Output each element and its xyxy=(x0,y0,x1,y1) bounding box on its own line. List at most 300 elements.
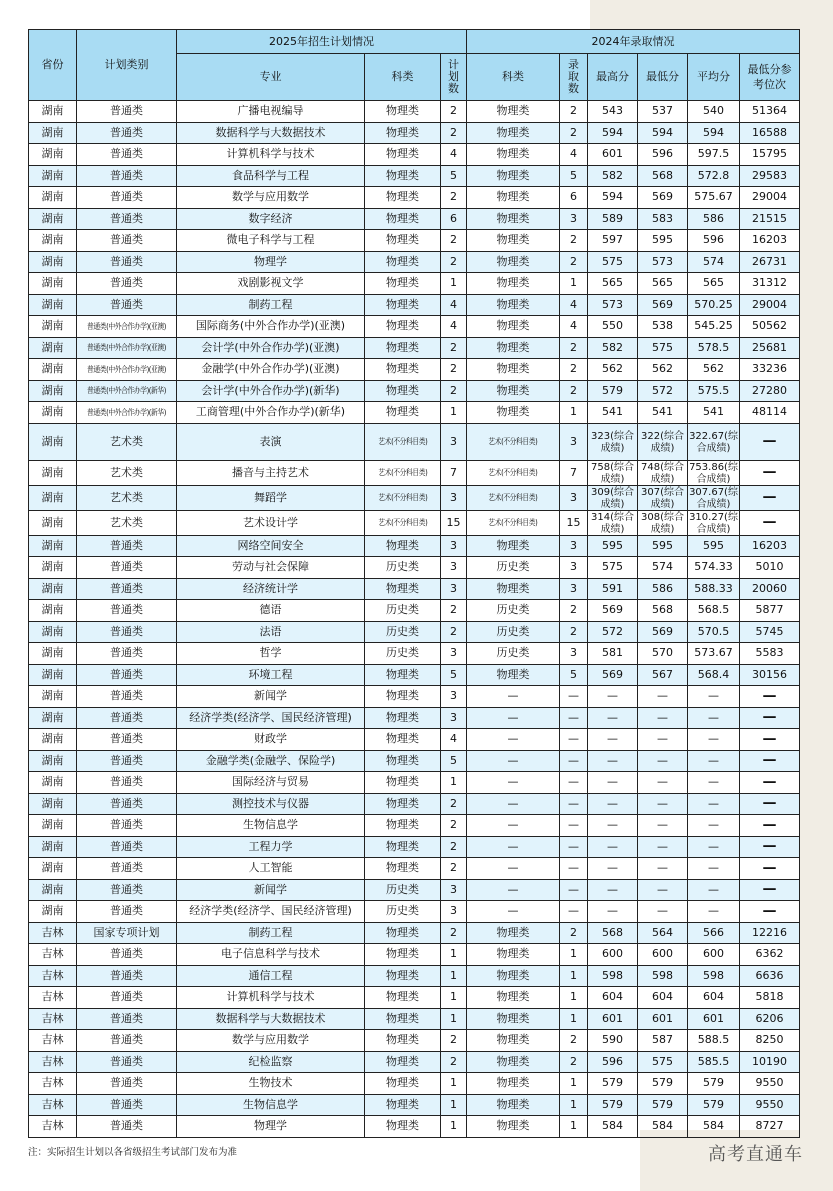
cell-avg-score: 586 xyxy=(688,208,740,230)
cell-subject: 物理类 xyxy=(365,144,441,166)
cell-plan-count: 1 xyxy=(441,1073,467,1095)
cell-subject: 物理类 xyxy=(365,578,441,600)
cell-plan-type: 普通类 xyxy=(77,879,177,901)
cell-subject: 物理类 xyxy=(365,1030,441,1052)
cell-min-rank: 15795 xyxy=(740,144,800,166)
cell-subject-2024: — xyxy=(467,707,560,729)
cell-subject: 物理类 xyxy=(365,122,441,144)
cell-province: 湖南 xyxy=(29,535,77,557)
cell-min-rank: 5745 xyxy=(740,621,800,643)
cell-province: 湖南 xyxy=(29,273,77,295)
cell-avg-score: 575.5 xyxy=(688,380,740,402)
cell-plan-count: 1 xyxy=(441,1116,467,1138)
cell-max-score: — xyxy=(588,836,638,858)
cell-plan-type: 普通类 xyxy=(77,793,177,815)
table-row xyxy=(29,707,800,729)
cell-major: 经济统计学 xyxy=(177,578,365,600)
cell-subject-2024: 物理类 xyxy=(467,187,560,209)
cell-max-score: 582 xyxy=(588,165,638,187)
cell-plan-type: 普通类 xyxy=(77,208,177,230)
cell-plan-count: 2 xyxy=(441,621,467,643)
cell-subject: 物理类 xyxy=(365,294,441,316)
cell-plan-count: 2 xyxy=(441,815,467,837)
cell-max-score: 575 xyxy=(588,557,638,579)
cell-min-rank: — xyxy=(740,901,800,923)
cell-max-score: 314(综合成绩) xyxy=(588,510,638,535)
cell-min-rank: — xyxy=(740,460,800,485)
cell-max-score: 582 xyxy=(588,337,638,359)
cell-min-score: 573 xyxy=(638,251,688,273)
watermark-shape xyxy=(590,0,833,30)
cell-max-score: 323(综合成绩) xyxy=(588,423,638,460)
cell-plan-type: 艺术类 xyxy=(77,510,177,535)
cell-major: 播音与主持艺术 xyxy=(177,460,365,485)
cell-admitted: 5 xyxy=(560,664,588,686)
cell-plan-type: 普通类 xyxy=(77,944,177,966)
cell-min-score: 569 xyxy=(638,294,688,316)
cell-province: 湖南 xyxy=(29,836,77,858)
cell-major: 人工智能 xyxy=(177,858,365,880)
cell-province: 湖南 xyxy=(29,793,77,815)
cell-admitted: 3 xyxy=(560,423,588,460)
table-row xyxy=(29,750,800,772)
cell-admitted: 1 xyxy=(560,402,588,424)
cell-min-rank: 50562 xyxy=(740,316,800,338)
cell-admitted: 2 xyxy=(560,101,588,123)
table-row xyxy=(29,423,800,460)
cell-major: 经济学类(经济学、国民经济管理) xyxy=(177,707,365,729)
cell-plan-count: 1 xyxy=(441,987,467,1009)
cell-admitted: 3 xyxy=(560,557,588,579)
table-row xyxy=(29,359,800,381)
cell-max-score: 601 xyxy=(588,144,638,166)
cell-province: 湖南 xyxy=(29,686,77,708)
table-row xyxy=(29,273,800,295)
cell-subject: 物理类 xyxy=(365,359,441,381)
cell-min-score: — xyxy=(638,836,688,858)
cell-plan-count: 2 xyxy=(441,1051,467,1073)
cell-avg-score: 570.25 xyxy=(688,294,740,316)
cell-min-score: 537 xyxy=(638,101,688,123)
cell-min-score: 594 xyxy=(638,122,688,144)
cell-province: 吉林 xyxy=(29,1030,77,1052)
table-row xyxy=(29,815,800,837)
table-row xyxy=(29,686,800,708)
table-row xyxy=(29,535,800,557)
cell-province: 吉林 xyxy=(29,1116,77,1138)
cell-avg-score: 322.67(综合成绩) xyxy=(688,423,740,460)
cell-admitted: 3 xyxy=(560,208,588,230)
cell-subject-2024: 历史类 xyxy=(467,621,560,643)
cell-major: 会计学(中外合作办学)(新华) xyxy=(177,380,365,402)
cell-subject-2024: — xyxy=(467,879,560,901)
cell-subject-2024: 艺术(不分科目类) xyxy=(467,485,560,510)
cell-min-rank: 29004 xyxy=(740,294,800,316)
cell-avg-score: 545.25 xyxy=(688,316,740,338)
cell-avg-score: 574.33 xyxy=(688,557,740,579)
cell-plan-type: 国家专项计划 xyxy=(77,922,177,944)
cell-max-score: 581 xyxy=(588,643,638,665)
table-row xyxy=(29,316,800,338)
cell-max-score: 595 xyxy=(588,535,638,557)
cell-major: 生物信息学 xyxy=(177,1094,365,1116)
cell-subject: 物理类 xyxy=(365,944,441,966)
cell-admitted: 3 xyxy=(560,535,588,557)
table-row xyxy=(29,294,800,316)
cell-min-score: 579 xyxy=(638,1073,688,1095)
cell-avg-score: 568.4 xyxy=(688,664,740,686)
cell-admitted: — xyxy=(560,858,588,880)
cell-min-rank: — xyxy=(740,423,800,460)
cell-min-score: 600 xyxy=(638,944,688,966)
cell-avg-score: 568.5 xyxy=(688,600,740,622)
cell-avg-score: — xyxy=(688,858,740,880)
table-row xyxy=(29,1073,800,1095)
cell-min-rank: 5583 xyxy=(740,643,800,665)
cell-admitted: 1 xyxy=(560,965,588,987)
cell-plan-count: 2 xyxy=(441,251,467,273)
cell-province: 湖南 xyxy=(29,485,77,510)
cell-admitted: 15 xyxy=(560,510,588,535)
cell-avg-score: — xyxy=(688,750,740,772)
cell-major: 制药工程 xyxy=(177,922,365,944)
cell-min-rank: — xyxy=(740,836,800,858)
cell-min-rank: 27280 xyxy=(740,380,800,402)
cell-subject-2024: 物理类 xyxy=(467,1051,560,1073)
cell-subject-2024: 历史类 xyxy=(467,643,560,665)
cell-major: 哲学 xyxy=(177,643,365,665)
cell-admitted: 1 xyxy=(560,944,588,966)
cell-subject: 物理类 xyxy=(365,987,441,1009)
cell-plan-count: 2 xyxy=(441,836,467,858)
cell-avg-score: 596 xyxy=(688,230,740,252)
cell-subject-2024: 物理类 xyxy=(467,273,560,295)
cell-admitted: — xyxy=(560,815,588,837)
cell-min-score: 541 xyxy=(638,402,688,424)
table-row xyxy=(29,729,800,751)
cell-plan-type: 普通类 xyxy=(77,251,177,273)
cell-major: 数据科学与大数据技术 xyxy=(177,1008,365,1030)
cell-province: 吉林 xyxy=(29,1094,77,1116)
cell-min-score: 565 xyxy=(638,273,688,295)
cell-min-score: 595 xyxy=(638,535,688,557)
cell-major: 国际商务(中外合作办学)(亚澳) xyxy=(177,316,365,338)
cell-min-score: 322(综合成绩) xyxy=(638,423,688,460)
cell-province: 吉林 xyxy=(29,1073,77,1095)
cell-avg-score: 573.67 xyxy=(688,643,740,665)
cell-plan-count: 3 xyxy=(441,485,467,510)
cell-subject: 物理类 xyxy=(365,686,441,708)
cell-subject: 物理类 xyxy=(365,965,441,987)
cell-major: 工商管理(中外合作办学)(新华) xyxy=(177,402,365,424)
cell-subject: 物理类 xyxy=(365,380,441,402)
cell-province: 湖南 xyxy=(29,294,77,316)
cell-subject-2024: 物理类 xyxy=(467,664,560,686)
cell-subject: 物理类 xyxy=(365,858,441,880)
cell-min-rank: 31312 xyxy=(740,273,800,295)
cell-subject-2024: 物理类 xyxy=(467,316,560,338)
cell-avg-score: 600 xyxy=(688,944,740,966)
cell-plan-count: 3 xyxy=(441,901,467,923)
cell-avg-score: 597.5 xyxy=(688,144,740,166)
cell-min-rank: 29583 xyxy=(740,165,800,187)
cell-min-score: 598 xyxy=(638,965,688,987)
cell-plan-count: 1 xyxy=(441,1094,467,1116)
cell-avg-score: 585.5 xyxy=(688,1051,740,1073)
cell-province: 湖南 xyxy=(29,101,77,123)
cell-min-rank: 6362 xyxy=(740,944,800,966)
cell-plan-type: 普通类 xyxy=(77,858,177,880)
cell-max-score: — xyxy=(588,858,638,880)
cell-min-score: 587 xyxy=(638,1030,688,1052)
cell-subject: 物理类 xyxy=(365,337,441,359)
cell-major: 新闻学 xyxy=(177,879,365,901)
cell-admitted: — xyxy=(560,793,588,815)
cell-avg-score: 310.27(综合成绩) xyxy=(689,511,738,535)
cell-major: 金融学(中外合作办学)(亚澳) xyxy=(177,359,365,381)
cell-avg-score: — xyxy=(688,686,740,708)
cell-min-rank: 51364 xyxy=(740,101,800,123)
cell-plan-count: 3 xyxy=(441,557,467,579)
cell-province: 湖南 xyxy=(29,144,77,166)
cell-min-rank: — xyxy=(740,793,800,815)
cell-province: 湖南 xyxy=(29,380,77,402)
cell-avg-score: 574 xyxy=(688,251,740,273)
cell-min-score: 596 xyxy=(638,144,688,166)
cell-min-score: 586 xyxy=(638,578,688,600)
cell-min-rank: — xyxy=(740,510,800,535)
cell-plan-type: 普通类(中外合作办学)(新华) xyxy=(77,402,177,424)
cell-subject-2024: 历史类 xyxy=(467,557,560,579)
cell-subject: 物理类 xyxy=(365,251,441,273)
cell-plan-type: 普通类 xyxy=(77,729,177,751)
cell-avg-score: 566 xyxy=(688,922,740,944)
cell-min-rank: 9550 xyxy=(740,1073,800,1095)
cell-plan-type: 普通类 xyxy=(77,621,177,643)
cell-plan-count: 2 xyxy=(441,359,467,381)
cell-major: 物理学 xyxy=(177,1116,365,1138)
table-row xyxy=(29,944,800,966)
cell-max-score: 579 xyxy=(588,1094,638,1116)
cell-max-score: 594 xyxy=(588,122,638,144)
cell-province: 湖南 xyxy=(29,879,77,901)
cell-major: 网络空间安全 xyxy=(177,535,365,557)
cell-subject: 艺术(不分科目类) xyxy=(365,485,441,510)
header-min-score: 最低分 xyxy=(638,54,688,101)
cell-min-rank: 33236 xyxy=(740,359,800,381)
admission-table xyxy=(28,29,800,1138)
cell-admitted: 2 xyxy=(560,1051,588,1073)
cell-plan-type: 普通类 xyxy=(77,578,177,600)
cell-avg-score: 601 xyxy=(688,1008,740,1030)
cell-province: 湖南 xyxy=(29,664,77,686)
cell-subject: 历史类 xyxy=(365,621,441,643)
cell-min-score: 575 xyxy=(638,1051,688,1073)
cell-min-score: 568 xyxy=(638,165,688,187)
cell-subject: 物理类 xyxy=(365,729,441,751)
header-province: 省份 xyxy=(29,30,77,101)
table-row xyxy=(29,485,800,510)
cell-major: 通信工程 xyxy=(177,965,365,987)
cell-major: 法语 xyxy=(177,621,365,643)
cell-avg-score: — xyxy=(688,707,740,729)
table-row xyxy=(29,1051,800,1073)
cell-plan-count: 2 xyxy=(441,793,467,815)
cell-max-score: 584 xyxy=(588,1116,638,1138)
cell-plan-type: 普通类 xyxy=(77,664,177,686)
table-row xyxy=(29,1116,800,1138)
cell-plan-count: 2 xyxy=(441,1030,467,1052)
cell-admitted: 5 xyxy=(560,165,588,187)
cell-max-score: 541 xyxy=(588,402,638,424)
cell-max-score: 565 xyxy=(588,273,638,295)
cell-avg-score: 540 xyxy=(688,101,740,123)
cell-admitted: — xyxy=(560,772,588,794)
cell-subject: 物理类 xyxy=(365,208,441,230)
cell-plan-type: 普通类 xyxy=(77,901,177,923)
cell-admitted: 1 xyxy=(560,273,588,295)
header-major: 专业 xyxy=(177,54,365,101)
cell-max-score: 309(综合成绩) xyxy=(588,485,638,510)
cell-min-rank: 16203 xyxy=(740,230,800,252)
cell-province: 湖南 xyxy=(29,316,77,338)
cell-province: 吉林 xyxy=(29,987,77,1009)
cell-subject-2024: 物理类 xyxy=(467,165,560,187)
cell-subject: 物理类 xyxy=(365,101,441,123)
cell-province: 湖南 xyxy=(29,402,77,424)
cell-subject-2024: 物理类 xyxy=(467,144,560,166)
cell-subject: 物理类 xyxy=(365,187,441,209)
cell-plan-type: 普通类 xyxy=(77,1051,177,1073)
cell-min-score: 584 xyxy=(638,1116,688,1138)
cell-max-score: 579 xyxy=(588,380,638,402)
cell-admitted: 3 xyxy=(560,643,588,665)
cell-major: 计算机科学与技术 xyxy=(177,144,365,166)
cell-plan-count: 7 xyxy=(441,460,467,485)
cell-max-score: 562 xyxy=(588,359,638,381)
cell-major: 数字经济 xyxy=(177,208,365,230)
cell-avg-score: — xyxy=(688,901,740,923)
cell-subject: 历史类 xyxy=(365,643,441,665)
cell-max-score: 601 xyxy=(588,1008,638,1030)
cell-major: 戏剧影视文学 xyxy=(177,273,365,295)
cell-plan-type: 普通类(中外合作办学)(亚澳) xyxy=(77,359,177,381)
cell-major: 经济学类(经济学、国民经济管理) xyxy=(177,901,365,923)
cell-admitted: 4 xyxy=(560,294,588,316)
cell-plan-count: 2 xyxy=(441,922,467,944)
cell-subject-2024: 物理类 xyxy=(467,535,560,557)
cell-plan-type: 普通类 xyxy=(77,965,177,987)
cell-province: 湖南 xyxy=(29,337,77,359)
cell-min-rank: — xyxy=(740,485,800,510)
cell-subject-2024: 物理类 xyxy=(467,101,560,123)
cell-min-score: 562 xyxy=(638,359,688,381)
cell-plan-count: 3 xyxy=(441,578,467,600)
cell-max-score: 604 xyxy=(588,987,638,1009)
cell-subject-2024: 物理类 xyxy=(467,922,560,944)
cell-subject-2024: 物理类 xyxy=(467,208,560,230)
cell-avg-score: 598 xyxy=(688,965,740,987)
cell-max-score: 589 xyxy=(588,208,638,230)
cell-major: 数学与应用数学 xyxy=(177,187,365,209)
cell-min-score: — xyxy=(638,686,688,708)
header-avg-score: 平均分 xyxy=(688,54,740,101)
cell-admitted: 2 xyxy=(560,621,588,643)
cell-avg-score: 588.5 xyxy=(688,1030,740,1052)
cell-subject-2024: — xyxy=(467,901,560,923)
cell-subject: 物理类 xyxy=(365,707,441,729)
cell-admitted: — xyxy=(560,879,588,901)
cell-admitted: 4 xyxy=(560,316,588,338)
cell-subject-2024: — xyxy=(467,815,560,837)
cell-max-score: — xyxy=(588,707,638,729)
cell-max-score: 579 xyxy=(588,1073,638,1095)
cell-plan-type: 普通类 xyxy=(77,122,177,144)
cell-major: 生物信息学 xyxy=(177,815,365,837)
cell-max-score: 543 xyxy=(588,101,638,123)
cell-province: 湖南 xyxy=(29,621,77,643)
cell-major: 制药工程 xyxy=(177,294,365,316)
cell-max-score: 597 xyxy=(588,230,638,252)
table-row xyxy=(29,879,800,901)
cell-subject-2024: 物理类 xyxy=(467,380,560,402)
cell-admitted: 7 xyxy=(560,460,588,485)
cell-max-score: 569 xyxy=(588,664,638,686)
cell-min-rank: 29004 xyxy=(740,187,800,209)
cell-subject: 物理类 xyxy=(365,535,441,557)
cell-subject-2024: 物理类 xyxy=(467,359,560,381)
cell-subject: 物理类 xyxy=(365,1094,441,1116)
cell-max-score: 568 xyxy=(588,922,638,944)
cell-min-score: 564 xyxy=(638,922,688,944)
cell-max-score: — xyxy=(588,750,638,772)
cell-subject-2024: — xyxy=(467,686,560,708)
cell-max-score: 569 xyxy=(588,600,638,622)
cell-plan-type: 普通类 xyxy=(77,987,177,1009)
cell-max-score: — xyxy=(588,901,638,923)
cell-max-score: 596 xyxy=(588,1051,638,1073)
cell-admitted: 2 xyxy=(560,600,588,622)
cell-major: 环境工程 xyxy=(177,664,365,686)
cell-avg-score: — xyxy=(688,815,740,837)
cell-subject: 物理类 xyxy=(365,836,441,858)
cell-major: 劳动与社会保障 xyxy=(177,557,365,579)
cell-subject-2024: 物理类 xyxy=(467,1008,560,1030)
cell-plan-count: 15 xyxy=(441,510,467,535)
cell-subject-2024: — xyxy=(467,729,560,751)
cell-plan-type: 普通类 xyxy=(77,772,177,794)
cell-min-rank: 6636 xyxy=(740,965,800,987)
cell-max-score: — xyxy=(588,793,638,815)
cell-subject-2024: 物理类 xyxy=(467,294,560,316)
table-row xyxy=(29,187,800,209)
cell-plan-count: 2 xyxy=(441,101,467,123)
cell-avg-score: — xyxy=(688,836,740,858)
cell-plan-type: 普通类 xyxy=(77,1030,177,1052)
cell-subject: 历史类 xyxy=(365,557,441,579)
header-admitted: 录取数 xyxy=(560,54,588,101)
cell-province: 湖南 xyxy=(29,815,77,837)
cell-plan-type: 普通类 xyxy=(77,1008,177,1030)
cell-subject: 艺术(不分科目类) xyxy=(365,510,441,535)
cell-subject: 历史类 xyxy=(365,879,441,901)
cell-min-score: — xyxy=(638,901,688,923)
cell-plan-type: 普通类 xyxy=(77,535,177,557)
cell-admitted: 3 xyxy=(560,578,588,600)
cell-province: 湖南 xyxy=(29,600,77,622)
cell-plan-type: 普通类 xyxy=(77,294,177,316)
cell-min-score: 307(综合成绩) xyxy=(638,485,688,510)
